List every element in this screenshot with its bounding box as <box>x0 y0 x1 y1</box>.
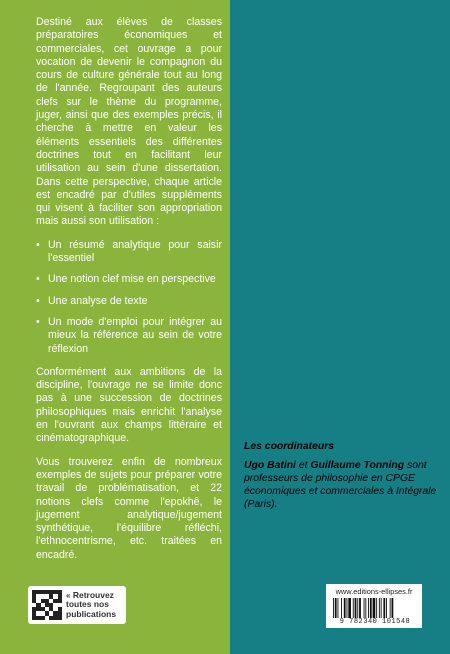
qr-code-block[interactable] <box>28 586 126 624</box>
qr-code-icon[interactable] <box>32 590 62 620</box>
right-panel <box>230 0 450 654</box>
barcode-icon <box>333 598 417 618</box>
feature-list <box>36 239 222 356</box>
subjects-paragraph: Vous trouverez enfin de nombreux exemples de sujets pour préparer votre travail de problématisation, et 22 notions clefs comme l'epokhê, le jugement analytique/jugement synthétique, l'équilibre réfléchi, l'ethnocentrisme, etc. traitées en encadré. <box>36 455 222 561</box>
list-item: • Un résumé analytique pour saisir l'essentiel <box>36 238 222 265</box>
ambitions-paragraph: Conformément aux ambitions de la discipline, l'ouvrage ne se limite donc pas à une succession de doctrines philosophiques mais enrichit l'analyse en l'ouvrant aux champs littéraire et cinématographique. <box>36 365 222 445</box>
bullet-icon: • <box>36 238 40 251</box>
qr-label: « Retrouvez toutes nos publications <box>66 589 117 619</box>
bullet-icon: • <box>36 315 40 328</box>
description-text <box>36 16 222 572</box>
website-url[interactable]: www.editions-ellipses.fr <box>335 587 413 596</box>
bullet-icon: • <box>36 294 40 307</box>
intro-paragraph: Destiné aux élèves de classes préparatoires économiques et commerciales, cet ouvrage a pour vocation de devenir le compagnon du cours de culture générale tout au long de l'année. Regroupant des auteurs clefs sur le thème du programme, juger, ainsi que des exemples précis, il cherche à mettre en valeur les éléments essentiels des différentes doctrines tout en facilitant leur utilisation au sein d'une dissertation. Dans cette perspective, chaque article est encadré par d'utiles suppléments qui visent à faciliter son appropriation mais aussi son utilisation : <box>36 16 222 228</box>
list-item: • Un mode d'emploi pour intégrer au mieux la référence au sein de votre réflexion <box>36 315 222 355</box>
barcode-block <box>326 584 422 628</box>
coordinators-text: Ugo Batini et Guillaume Tonning sont professeurs de philosophie en CPGE économiques et commerciales à Intégrale (Paris). <box>244 460 437 510</box>
isbn-number: 9 782340 101548 <box>339 618 411 626</box>
coordinators-title: Les coordinateurs <box>244 441 335 452</box>
arrow-left-icon: « <box>66 590 71 600</box>
list-item: • Une analyse de texte <box>36 294 148 307</box>
coordinators-block <box>244 440 439 511</box>
bullet-icon: • <box>36 273 40 286</box>
list-item: • Une notion clef mise en perspective <box>36 273 216 286</box>
